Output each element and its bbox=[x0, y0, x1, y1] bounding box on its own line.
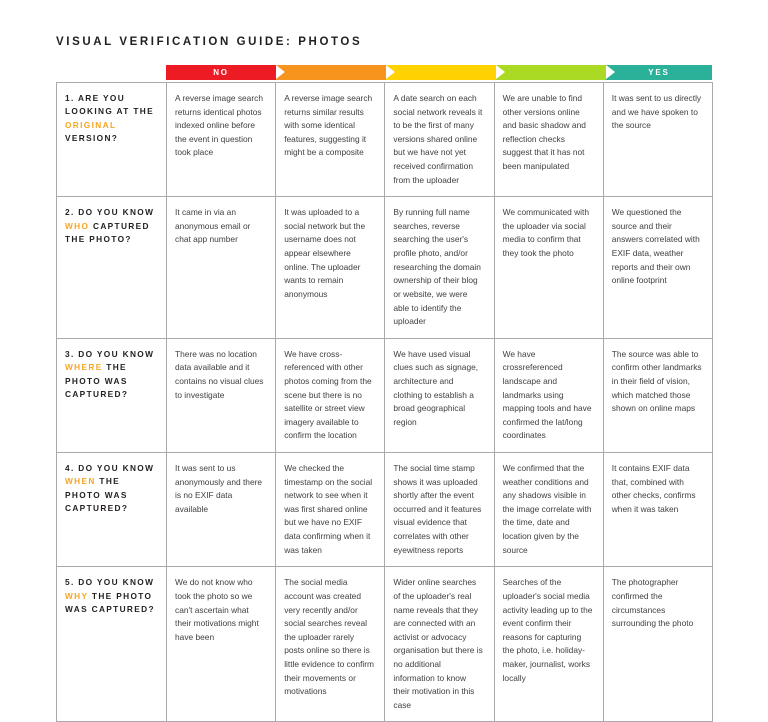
question-keyword: WHEN bbox=[65, 476, 96, 487]
question-label-2 bbox=[57, 197, 167, 338]
cell-text: The photographer confirmed the circumstances surrounding the photo bbox=[611, 577, 694, 629]
cell-text: It was uploaded to a social network but the username does not appear elsewhere online. The uploader wants to remain anonymous bbox=[284, 207, 366, 299]
cell-text: We confirmed that the weather conditions and any shadows visible in the image correlate with the time, date and location given by the source bbox=[502, 463, 592, 555]
cell-text: Searches of the uploader's social media activity leading up to the event confirm their reasons for capturing the photo, i.e. holiday-maker, journalist, works locally bbox=[502, 577, 593, 683]
question-label-5 bbox=[57, 567, 167, 722]
scale-segment-5 bbox=[606, 65, 712, 80]
scale-segment-2 bbox=[276, 65, 386, 80]
cell-r1-c1 bbox=[167, 83, 276, 197]
cell-r4-c2 bbox=[276, 453, 385, 567]
scale-label-yes: YES bbox=[648, 68, 670, 77]
scale-notch-icon bbox=[276, 65, 285, 79]
cell-r3-c5 bbox=[603, 338, 712, 452]
cell-r1-c3 bbox=[385, 83, 494, 197]
cell-text: A reverse image search returns identical photos indexed online before the event in question took place bbox=[175, 93, 263, 158]
cell-text: A reverse image search returns similar results with some identical features, suggesting it might be a composite bbox=[284, 93, 373, 158]
cell-text: We do not know who took the photo so we can't ascertain what their motivations might have been bbox=[175, 577, 259, 642]
question-keyword: ORIGINAL bbox=[65, 119, 117, 130]
scale-notch-icon bbox=[496, 65, 505, 79]
cell-text: We questioned the source and their answers correlated with EXIF data, weather reports and their own online footprint bbox=[611, 207, 700, 286]
cell-text: It was sent to us directly and we have spoken to the source bbox=[611, 93, 702, 131]
cell-text: A date search on each social network reveals it to be the first of many versions shared online but we have not yet received confirmation from the uploader bbox=[393, 93, 483, 185]
question-text: 4. DO YOU KNOW WHEN THE PHOTO WAS CAPTURED? bbox=[65, 463, 155, 514]
question-keyword: WHO bbox=[65, 220, 90, 231]
question-text: 5. DO YOU KNOW WHY THE PHOTO WAS CAPTURED? bbox=[65, 577, 155, 615]
cell-text: We have used visual clues such as signage, architecture and clothing to establish a broad geographical region bbox=[393, 348, 479, 427]
cell-r2-c3 bbox=[385, 197, 494, 338]
cell-text: We checked the timestamp on the social network to see when it was first shared online but we have no EXIF data confirming when it was taken bbox=[284, 463, 373, 555]
cell-r3-c4 bbox=[494, 338, 603, 452]
cell-r2-c2 bbox=[276, 197, 385, 338]
cell-text: Wider online searches of the uploader's real name reveals that they are connected with an activist or advocacy organisation but there is no additional information to know their motivation in this case bbox=[393, 577, 483, 710]
question-text: 2. DO YOU KNOW WHO CAPTURED THE PHOTO? bbox=[65, 207, 155, 245]
scale-segment-4 bbox=[496, 65, 606, 80]
cell-r5-c5 bbox=[603, 567, 712, 722]
cell-r5-c4 bbox=[494, 567, 603, 722]
cell-text: We are unable to find other versions online and basic shadow and reflection checks suggest that it has not been manipulated bbox=[502, 93, 586, 172]
table-row bbox=[57, 453, 713, 567]
cell-r5-c2 bbox=[276, 567, 385, 722]
question-text: 3. DO YOU KNOW WHERE THE PHOTO WAS CAPTURED? bbox=[65, 348, 155, 400]
verification-table bbox=[56, 82, 713, 722]
scale-notch-icon bbox=[386, 65, 395, 79]
question-label-1 bbox=[57, 83, 167, 197]
scale-segment-1 bbox=[166, 65, 276, 80]
cell-text: We have cross-referenced with other photos coming from the scene but there is no satellite or street view imagery available to confirm the location bbox=[284, 348, 372, 441]
cell-r5-c1 bbox=[167, 567, 276, 722]
scale-notch-icon bbox=[606, 65, 615, 79]
cell-r4-c3 bbox=[385, 453, 494, 567]
cell-r4-c1 bbox=[167, 453, 276, 567]
question-text: 1. ARE YOU LOOKING AT THE ORIGINAL VERSION? bbox=[65, 93, 154, 144]
question-label-3 bbox=[57, 338, 167, 452]
table-row bbox=[57, 567, 713, 722]
cell-r1-c4 bbox=[494, 83, 603, 197]
table-row bbox=[57, 197, 713, 338]
cell-r1-c5 bbox=[603, 83, 712, 197]
question-label-4 bbox=[57, 453, 167, 567]
cell-text: It contains EXIF data that, combined with other checks, confirms when it was taken bbox=[611, 463, 696, 514]
question-keyword: WHERE bbox=[65, 362, 103, 373]
cell-r5-c3 bbox=[385, 567, 494, 722]
cell-text: The source was able to confirm other landmarks in their field of vision, which matched those shown on online maps bbox=[611, 348, 702, 414]
confidence-scale-header bbox=[166, 65, 712, 80]
cell-r2-c4 bbox=[494, 197, 603, 338]
cell-text: The social media account was created very recently and/or social searches reveal the uploader rarely posts online so there is little evidence to confirm their movements or motivations bbox=[284, 577, 375, 697]
cell-text: It was sent to us anonymously and there is no EXIF data available bbox=[175, 463, 263, 514]
scale-label-no: NO bbox=[213, 68, 229, 77]
cell-text: The social time stamp shows it was uploaded shortly after the event occurred and it features visual evidence that correlates with other eyewitness reports bbox=[393, 463, 482, 555]
table-row bbox=[57, 338, 713, 452]
cell-text: We communicated with the uploader via social media to confirm that they took the photo bbox=[502, 207, 589, 259]
cell-r3-c1 bbox=[167, 338, 276, 452]
question-keyword: WHY bbox=[65, 590, 89, 601]
cell-text: It came in via an anonymous email or chat app number bbox=[175, 207, 251, 245]
table-row bbox=[57, 83, 713, 197]
cell-text: There was no location data available and it contains no visual clues to investigate bbox=[175, 348, 264, 400]
scale-segment-3 bbox=[386, 65, 496, 80]
cell-r4-c5 bbox=[603, 453, 712, 567]
cell-r3-c2 bbox=[276, 338, 385, 452]
cell-r2-c1 bbox=[167, 197, 276, 338]
cell-text: By running full name searches, reverse searching the user's profile photo, and/or researching the domain ownership of their blog or website, we were able to identify the uploader bbox=[393, 207, 481, 327]
cell-r4-c4 bbox=[494, 453, 603, 567]
cell-r1-c2 bbox=[276, 83, 385, 197]
cell-text: We have crossreferenced landscape and landmarks using mapping tools and have confirmed the lat/long coordinates bbox=[502, 348, 592, 441]
cell-r2-c5 bbox=[603, 197, 712, 338]
cell-r3-c3 bbox=[385, 338, 494, 452]
page-title: VISUAL VERIFICATION GUIDE: PHOTOS bbox=[56, 36, 363, 48]
